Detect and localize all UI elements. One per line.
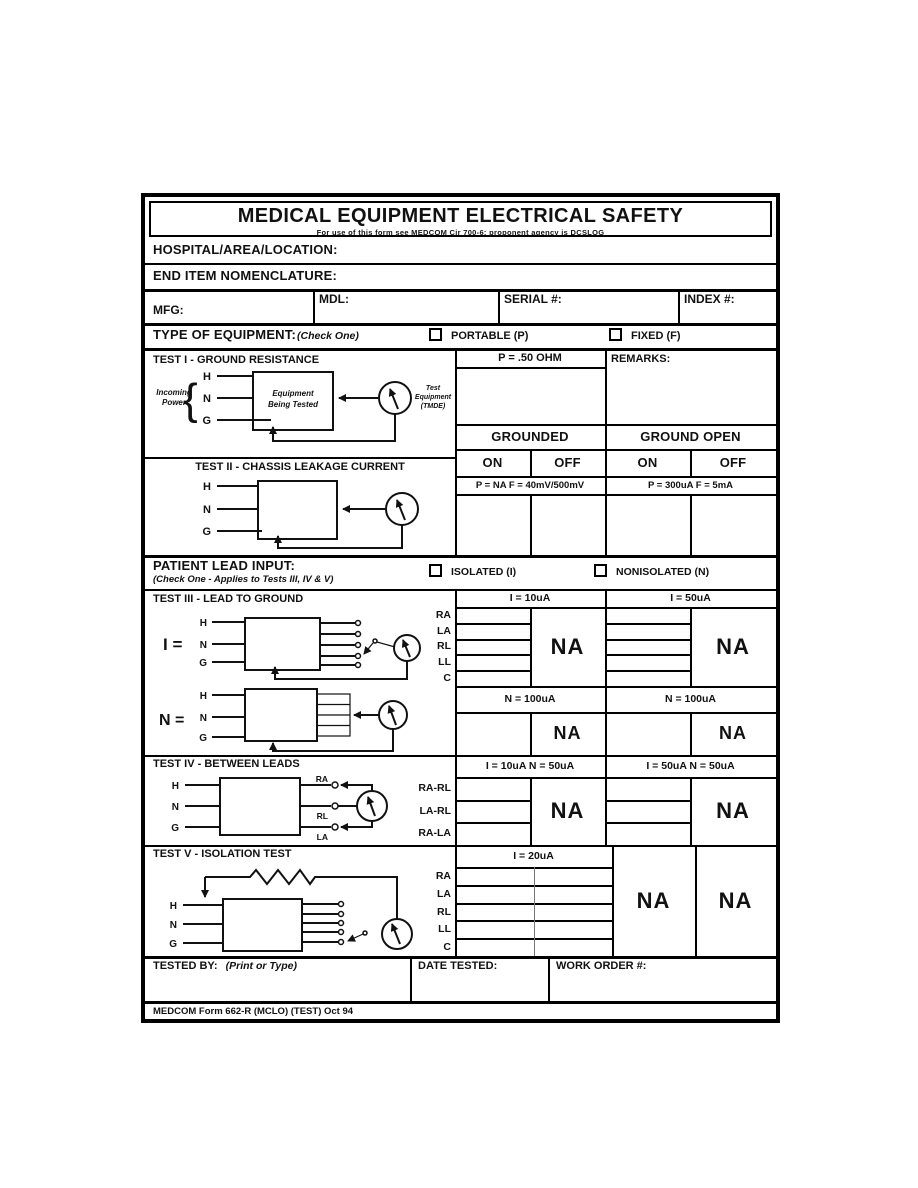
test3-isolated-limit-col2: I = 50uA: [670, 592, 711, 604]
fixed-checkbox[interactable]: [609, 328, 622, 341]
portable-label: PORTABLE (P): [451, 330, 529, 342]
test3-isolated-entry-column-1[interactable]: [455, 607, 530, 686]
index-number-label: INDEX #:: [684, 292, 735, 306]
serial-number-field[interactable]: [575, 289, 675, 323]
neutral-line-label: N: [169, 920, 177, 931]
medical-equipment-electrical-safety-form: [141, 193, 780, 1023]
hot-line-label: H: [199, 618, 207, 629]
neutral-line-label: N: [171, 802, 179, 813]
test1-measurement-cell[interactable]: [455, 367, 605, 424]
test3-nonisolated-entry-cell-2[interactable]: [605, 712, 690, 755]
lead-label-la: LA: [437, 888, 451, 900]
lead-label-ra: RA: [435, 870, 451, 882]
ground-line-label: G: [202, 415, 211, 427]
neutral-line-label: N: [203, 393, 211, 405]
lead-label-ll: LL: [438, 656, 451, 668]
test5-entry-grid[interactable]: [455, 867, 612, 956]
grounded-on-header: ON: [482, 455, 503, 470]
open-off-header: OFF: [719, 455, 747, 470]
mdl-field[interactable]: [355, 289, 495, 323]
check-one-note: (Check One): [297, 330, 359, 342]
isolated-checkbox[interactable]: [429, 564, 442, 577]
test2-title: TEST II - CHASSIS LEAKAGE CURRENT: [195, 461, 405, 473]
test4-title: TEST IV - BETWEEN LEADS: [153, 758, 300, 770]
test3-nonisolated-limit-col1: N = 100uA: [504, 693, 556, 705]
fixed-label: FIXED (F): [631, 330, 681, 342]
lead-label-la: LA: [437, 625, 451, 637]
hospital-area-location-label: HOSPITAL/AREA/LOCATION:: [153, 242, 338, 257]
end-item-nomenclature-label: END ITEM NOMENCLATURE:: [153, 268, 337, 283]
lead-label-c: C: [443, 672, 451, 684]
hospital-area-location-field[interactable]: [365, 237, 770, 263]
mdl-label: MDL:: [319, 292, 349, 306]
hot-line-label: H: [203, 481, 211, 493]
grounded-limits: P = NA F = 40mV/500mV: [475, 479, 585, 491]
work-order-field[interactable]: [548, 973, 776, 1001]
equipment-box-label-1: Equipment: [272, 389, 314, 398]
test4-entry-column-1[interactable]: [455, 777, 530, 845]
hot-line-label: H: [171, 781, 179, 792]
brace-glyph: {: [183, 375, 198, 424]
neutral-line-label: N: [199, 713, 207, 724]
test1-limit-header: P = .50 OHM: [498, 352, 562, 364]
tmde-label-3: (TMDE): [420, 403, 446, 410]
test2-open-on-cell[interactable]: [605, 494, 690, 555]
date-tested-field[interactable]: [410, 973, 548, 1001]
grounded-header: GROUNDED: [491, 429, 569, 444]
incoming-power-label-1: Incoming: [156, 388, 192, 397]
ground-open-header: GROUND OPEN: [640, 429, 741, 444]
test3-isolated-limit-col1: I = 10uA: [509, 592, 551, 604]
na-cell: NA: [719, 723, 747, 743]
lead-label-c: C: [443, 941, 451, 953]
lead-label-ra: RA: [435, 609, 451, 621]
test2-grounded-on-cell[interactable]: [455, 494, 530, 555]
test2-open-off-cell[interactable]: [690, 494, 776, 555]
open-on-header: ON: [637, 455, 658, 470]
patient-lead-input-label: PATIENT LEAD INPUT:: [153, 558, 295, 573]
tested-by-label: [153, 960, 297, 972]
test3-nonisolated-entry-cell-1[interactable]: [455, 712, 530, 755]
pair-label-la-rl: LA-RL: [419, 805, 451, 817]
na-cell: NA: [550, 798, 585, 823]
test4-limit-col1: I = 10uA N = 50uA: [485, 760, 575, 772]
ground-open-limits: P = 300uA F = 5mA: [647, 479, 733, 491]
form-subtitle: For use of this form see MEDCOM Cir 700-6; proponent agency is DCSLOG: [316, 228, 605, 237]
form-title: MEDICAL EQUIPMENT ELECTRICAL SAFETY: [237, 205, 684, 227]
test3-nonisolated-limit-col2: N = 100uA: [664, 693, 717, 705]
test4-entry-column-2[interactable]: [605, 777, 690, 845]
lead-label-rl: RL: [437, 906, 451, 918]
lead-label-rl: RL: [437, 640, 451, 652]
remarks-label: REMARKS:: [611, 353, 671, 365]
serial-number-label: SERIAL #:: [504, 292, 562, 306]
nonisolated-symbol: N =: [159, 712, 185, 729]
isolated-label: ISOLATED (I): [451, 566, 517, 578]
na-cell: NA: [716, 798, 750, 823]
hot-line-label: H: [203, 371, 211, 383]
test3-nonisolated-circuit-diagram: [145, 685, 455, 755]
pair-label-ra-rl: RA-RL: [418, 782, 451, 794]
neutral-line-label: N: [203, 504, 211, 516]
test5-title: TEST V - ISOLATION TEST: [153, 848, 292, 860]
end-item-nomenclature-field[interactable]: [365, 263, 770, 289]
test1-title: TEST I - GROUND RESISTANCE: [153, 354, 320, 366]
equipment-box-label-2: Being Tested: [268, 400, 318, 409]
ground-line-label: G: [202, 526, 211, 538]
patient-lead-note: (Check One - Applies to Tests III, IV & V): [153, 574, 334, 585]
form-number-footer: MEDCOM Form 662-R (MCLO) (TEST) Oct 94: [153, 1006, 354, 1017]
date-tested-label: DATE TESTED:: [418, 960, 498, 972]
test2-circuit-diagram: [145, 474, 455, 554]
incoming-power-label-2: Power: [161, 398, 187, 407]
tested-by-text: TESTED BY:: [153, 960, 218, 972]
test4-limit-col2: I = 50uA N = 50uA: [646, 760, 735, 772]
na-cell: NA: [550, 633, 585, 659]
index-number-field[interactable]: [745, 289, 775, 323]
tested-by-note: (Print or Type): [225, 960, 298, 972]
lead-tag-la: LA: [316, 832, 328, 842]
mfg-field[interactable]: [193, 289, 311, 323]
test3-title: TEST III - LEAD TO GROUND: [153, 593, 304, 605]
hot-line-label: H: [169, 901, 177, 912]
test1-circuit-diagram: [145, 365, 455, 455]
na-cell: NA: [553, 723, 582, 743]
lead-tag-ra: RA: [315, 774, 328, 784]
nonisolated-label: NONISOLATED (N): [616, 566, 710, 578]
lead-tag-rl: RL: [316, 811, 328, 821]
tmde-label-2: Equipment: [414, 394, 452, 401]
pair-label-ra-la: RA-LA: [418, 827, 451, 839]
grounded-off-header: OFF: [554, 455, 581, 470]
mfg-label: MFG:: [153, 303, 184, 317]
test5-limit-header: I = 20uA: [513, 850, 554, 862]
remarks-field[interactable]: [605, 365, 776, 424]
nonisolated-checkbox[interactable]: [594, 564, 607, 577]
test3-isolated-entry-column-2[interactable]: [605, 607, 690, 686]
work-order-label: WORK ORDER #:: [556, 960, 647, 972]
neutral-line-label: N: [199, 640, 207, 651]
test3-isolated-circuit-diagram: [145, 603, 455, 687]
isolated-symbol: I =: [163, 635, 183, 654]
tested-by-field[interactable]: [145, 973, 410, 1001]
title-box: [149, 201, 772, 237]
na-cell: NA: [636, 887, 671, 913]
hot-line-label: H: [199, 691, 207, 702]
type-of-equipment-label: TYPE OF EQUIPMENT:: [153, 327, 297, 342]
na-cell: NA: [716, 633, 750, 659]
ground-line-label: G: [169, 939, 177, 950]
lead-label-ll: LL: [438, 923, 451, 935]
test2-grounded-off-cell[interactable]: [530, 494, 605, 555]
tmde-label-1: Test: [425, 385, 441, 392]
na-cell: NA: [718, 887, 753, 913]
ground-line-label: G: [199, 733, 207, 744]
portable-checkbox[interactable]: [429, 328, 442, 341]
ground-line-label: G: [171, 823, 179, 834]
test5-circuit-diagram: [145, 861, 455, 954]
ground-line-label: G: [199, 658, 207, 669]
